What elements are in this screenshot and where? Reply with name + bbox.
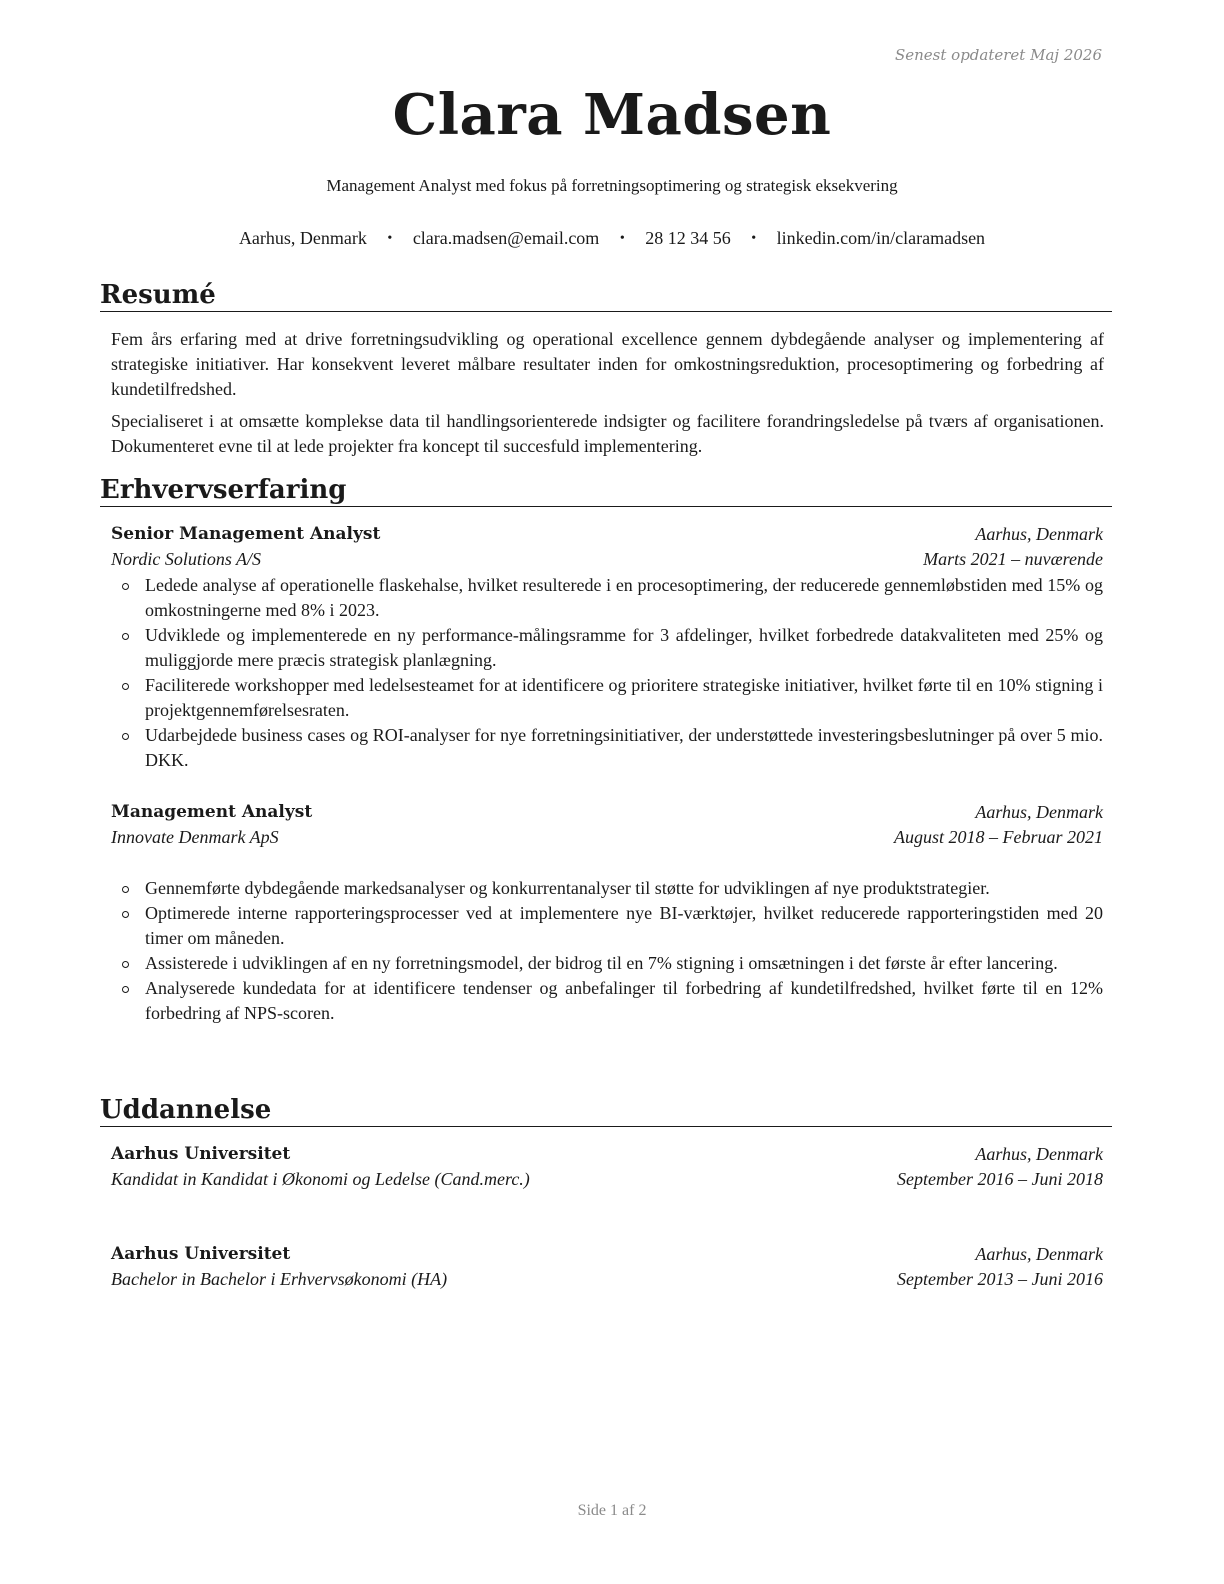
- job-bullets: [111, 573, 1103, 773]
- education-header: [111, 1242, 1103, 1267]
- list-item: [111, 901, 1103, 951]
- section-title-summary: Resumé: [100, 280, 1112, 312]
- job-subheader: [111, 825, 1103, 850]
- bullet-text: Udarbejdede business cases og ROI-analyser for nye forretningsinitiativer, der understøttede investeringsbeslutninger på over 5 mio. DKK.: [145, 725, 1103, 770]
- list-item: [111, 976, 1103, 1026]
- education-header: [111, 1142, 1103, 1167]
- education-location: Aarhus, Denmark: [975, 1144, 1103, 1164]
- bullet-text: Udviklede og implementerede en ny performance-målingsramme for 3 afdelinger, hvilket forbedrede datakvaliteten med 25% og muliggjorde mere præcis strategisk planlægning.: [145, 625, 1103, 670]
- job-role: Senior Management Analyst: [111, 524, 381, 544]
- education-dates: September 2016 – Juni 2018: [897, 1169, 1103, 1189]
- separator-dot: •: [387, 231, 393, 246]
- job-company: Innovate Denmark ApS: [111, 827, 279, 847]
- last-updated: Senest opdateret Maj 2026: [894, 46, 1102, 64]
- section-title-education: Uddannelse: [100, 1095, 1112, 1127]
- job-subheader: [111, 547, 1103, 572]
- contact-phone: 28 12 34 56: [645, 228, 731, 248]
- bullet-text: Assisterede i udviklingen af en ny forretningsmodel, der bidrog til en 7% stigning i omsætningen i det første år efter lancering.: [145, 953, 1058, 973]
- bullet-circle-icon: [122, 583, 129, 590]
- list-item: [111, 723, 1103, 773]
- bullet-circle-icon: [122, 986, 129, 993]
- bullet-circle-icon: [122, 911, 129, 918]
- education-location: Aarhus, Denmark: [975, 1244, 1103, 1264]
- contact-linkedin[interactable]: linkedin.com/in/claramadsen: [776, 228, 986, 248]
- separator-dot: •: [619, 231, 625, 246]
- job-location: Aarhus, Denmark: [975, 524, 1103, 544]
- education-dates: September 2013 – Juni 2016: [897, 1269, 1103, 1289]
- contact-email[interactable]: clara.madsen@email.com: [412, 228, 600, 248]
- tagline: Management Analyst med fokus på forretningsoptimering og strategisk eksekvering: [326, 176, 898, 195]
- education-degree: Kandidat in Kandidat i Økonomi og Ledelse (Cand.merc.): [111, 1169, 530, 1189]
- separator-dot: •: [751, 231, 757, 246]
- list-item: [111, 573, 1103, 623]
- list-item: [111, 876, 1103, 901]
- job-header: [111, 522, 1103, 547]
- bullet-circle-icon: [122, 683, 129, 690]
- job-location: Aarhus, Denmark: [975, 802, 1103, 822]
- bullet-circle-icon: [122, 961, 129, 968]
- section-title-experience: Erhvervserfaring: [100, 475, 1112, 507]
- education-subheader: [111, 1267, 1103, 1292]
- education-subheader: [111, 1167, 1103, 1192]
- bullet-text: Ledede analyse af operationelle flaskehalse, hvilket resulterede i en procesoptimering, der reducerede gennemløbstiden med 15% og omkostningerne med 8% i 2023.: [145, 575, 1103, 620]
- contact-line: [0, 228, 1224, 249]
- bullet-text: Gennemførte dybdegående markedsanalyser og konkurrentanalyser til støtte for udviklingen af nye produktstrategier.: [145, 878, 990, 898]
- page-number: Side 1 af 2: [577, 1502, 647, 1519]
- job-header: [111, 800, 1103, 825]
- job-role: Management Analyst: [111, 802, 313, 822]
- candidate-name: Clara Madsen: [392, 82, 832, 148]
- education-degree: Bachelor in Bachelor i Erhvervsøkonomi (HA): [111, 1269, 448, 1289]
- education-school: Aarhus Universitet: [111, 1144, 291, 1164]
- job-dates: August 2018 – Februar 2021: [894, 827, 1103, 847]
- job-dates: Marts 2021 – nuværende: [923, 549, 1103, 569]
- contact-location: Aarhus, Denmark: [238, 228, 367, 248]
- bullet-circle-icon: [122, 886, 129, 893]
- list-item: [111, 673, 1103, 723]
- bullet-circle-icon: [122, 633, 129, 640]
- summary-paragraph: Specialiseret i at omsætte komplekse data til handlingsorienterede indsigter og facilitere forandringsledelse på tværs af organisationen. Dokumenteret evne til at lede projekter fra koncept til succesfuld implementering.: [111, 411, 1104, 456]
- list-item: [111, 951, 1103, 976]
- bullet-circle-icon: [122, 733, 129, 740]
- job-bullets: [111, 876, 1103, 1026]
- summary-paragraph: Fem års erfaring med at drive forretningsudvikling og operational excellence gennem dybdegående analyser og implementering af strategiske initiativer. Har konsekvent leveret målbare resultater inden for omkostningsreduktion, procesoptimering og forbedring af kundetilfredshed.: [111, 329, 1104, 399]
- education-school: Aarhus Universitet: [111, 1244, 291, 1264]
- job-company: Nordic Solutions A/S: [111, 549, 262, 569]
- list-item: [111, 623, 1103, 673]
- bullet-text: Optimerede interne rapporteringsprocesser ved at implementere nye BI-værktøjer, hvilket reducerede rapporteringstiden med 20 timer om måneden.: [145, 903, 1103, 948]
- bullet-text: Analyserede kundedata for at identificere tendenser og anbefalinger til forbedring af kundetilfredshed, hvilket førte til en 12% forbedring af NPS-scoren.: [145, 978, 1103, 1023]
- bullet-text: Faciliterede workshopper med ledelsesteamet for at identificere og prioritere strategiske initiativer, hvilket førte til en 10% stigning i projektgennemførelsesraten.: [145, 675, 1103, 720]
